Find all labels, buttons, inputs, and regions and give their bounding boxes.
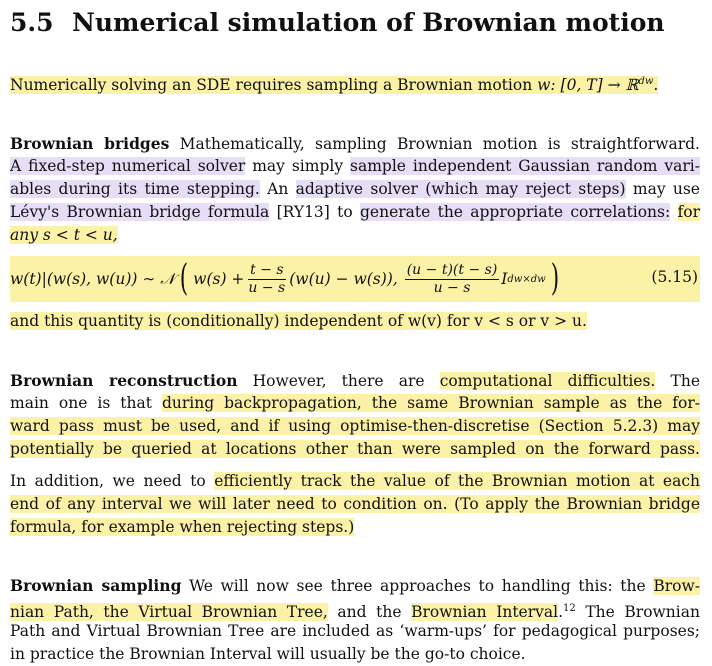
left-paren: ( [179,258,189,299]
bridges-line-2: A fixed-step numerical solver may simply sample independent Gaussian random vari- [10,157,700,175]
equation-number: (5.15) [651,268,698,286]
footnote-marker[interactable]: 12 [563,603,576,614]
highlight-yellow: potentially be queried at locations other than were sampled on the forward pass. [10,440,700,458]
highlight-yellow: Brownian Interval [411,603,559,622]
intro-line [10,70,700,97]
reconstruction-p2-line-3 [10,516,700,539]
reconstruction-p2-line-2 [10,493,700,516]
right-paren: ) [550,258,559,299]
highlight-yellow: nian Path, the Virtual Brownian Tree, [10,603,328,622]
highlight-yellow: ward pass must be used, and if using optimise-then-discretise (Section 5.2.3) may [10,417,700,435]
bridges-line-3: ables during its time stepping. An adaptive solver (which may reject steps) may use [10,180,700,198]
equation-5-15: w(t)|(w(s), w(u)) ∼ 𝒩 ( w(s) + $\frac{t - s}{u - s}$ (w(u) − w(s)), $\frac{(u - t)(t - s)}{u - s}$ I dw×dw ) (5.15) [10,256,700,302]
highlight-yellow: and this quantity is (conditionally) independent of w(v) for v < s or v > u. [10,312,587,330]
highlight-yellow: formula, for example when rejecting steps.) [10,518,355,536]
bridges-after-line [10,310,700,333]
reconstruction-line-1: Brownian reconstruction However, there are computational difficulties. The [10,371,700,390]
highlight-purple: Lévy's Brownian bridge formula [10,203,270,221]
sampling-line-2: nian Path, the Virtual Brownian Tree, and the Brownian Interval.$^{12}$ The Brownian [10,603,700,622]
citation: [RY13] [276,203,330,221]
highlight-purple: ables during its time stepping. [10,180,260,198]
highlight-yellow: computational difficulties. [439,372,656,390]
section-heading [10,8,665,37]
highlight-yellow: for [677,203,700,221]
bridges-line-1: Brownian bridges Mathematically, sampling Brownian motion is straightforward. [10,134,700,153]
paragraph-heading-bridges: Brownian bridges [10,134,170,153]
fraction: $\frac{(u - t)(t - s)}{u - s}$ [406,261,498,296]
highlight-yellow: any s < t < u, [10,226,118,244]
bridges-line-4: Lévy's Brownian bridge formula [RY13] to generate the appropriate correlations: for [10,203,700,221]
sampling-line-3: Path and Virtual Brownian Tree are included as ‘warm-ups’ for pedagogical purposes; [10,622,700,640]
section-number: 5.5 [10,8,54,37]
highlight-purple: adaptive solver (which may reject steps) [295,180,626,198]
reconstruction-line-3 [10,415,700,438]
sampling-line-4: in practice the Brownian Interval will usually be the go-to choice. [10,645,526,663]
highlight-yellow: Brow- [653,577,700,595]
paragraph-heading-reconstruction: Brownian reconstruction [10,371,238,390]
reconstruction-line-4 [10,438,700,461]
highlight-yellow: efficiently track the value of the Brownian motion at each [214,472,700,490]
reconstruction-line-2: main one is that during backpropagation, the same Brownian sample as the for- [10,394,700,412]
highlight-purple: sample independent Gaussian random vari- [350,157,700,175]
highlight-yellow: during backpropagation, the same Brownian sample as the for- [161,394,700,412]
paragraph-heading-sampling: Brownian sampling [10,576,182,595]
section-title: Numerical simulation of Brownian motion [72,8,665,37]
highlight-yellow: Numerically solving an SDE requires sampling a Brownian motion w: [0, T] → ℝ$^{dw}$. [10,76,659,95]
highlight-purple: A fixed-step numerical solver [10,157,246,175]
sampling-line-1: Brownian sampling We will now see three approaches to handling this: the Brow- [10,576,700,595]
highlight-yellow: end of any interval we will later need to condition on. (To apply the Brownian bridge [10,495,700,513]
reconstruction-p2-line-1: In addition, we need to efficiently track the value of the Brownian motion at each [10,472,700,490]
fraction: $\frac{t - s}{u - s}$ [248,261,286,296]
highlight-purple: generate the appropriate correlations: [360,203,671,221]
bridges-line-5 [10,224,700,247]
